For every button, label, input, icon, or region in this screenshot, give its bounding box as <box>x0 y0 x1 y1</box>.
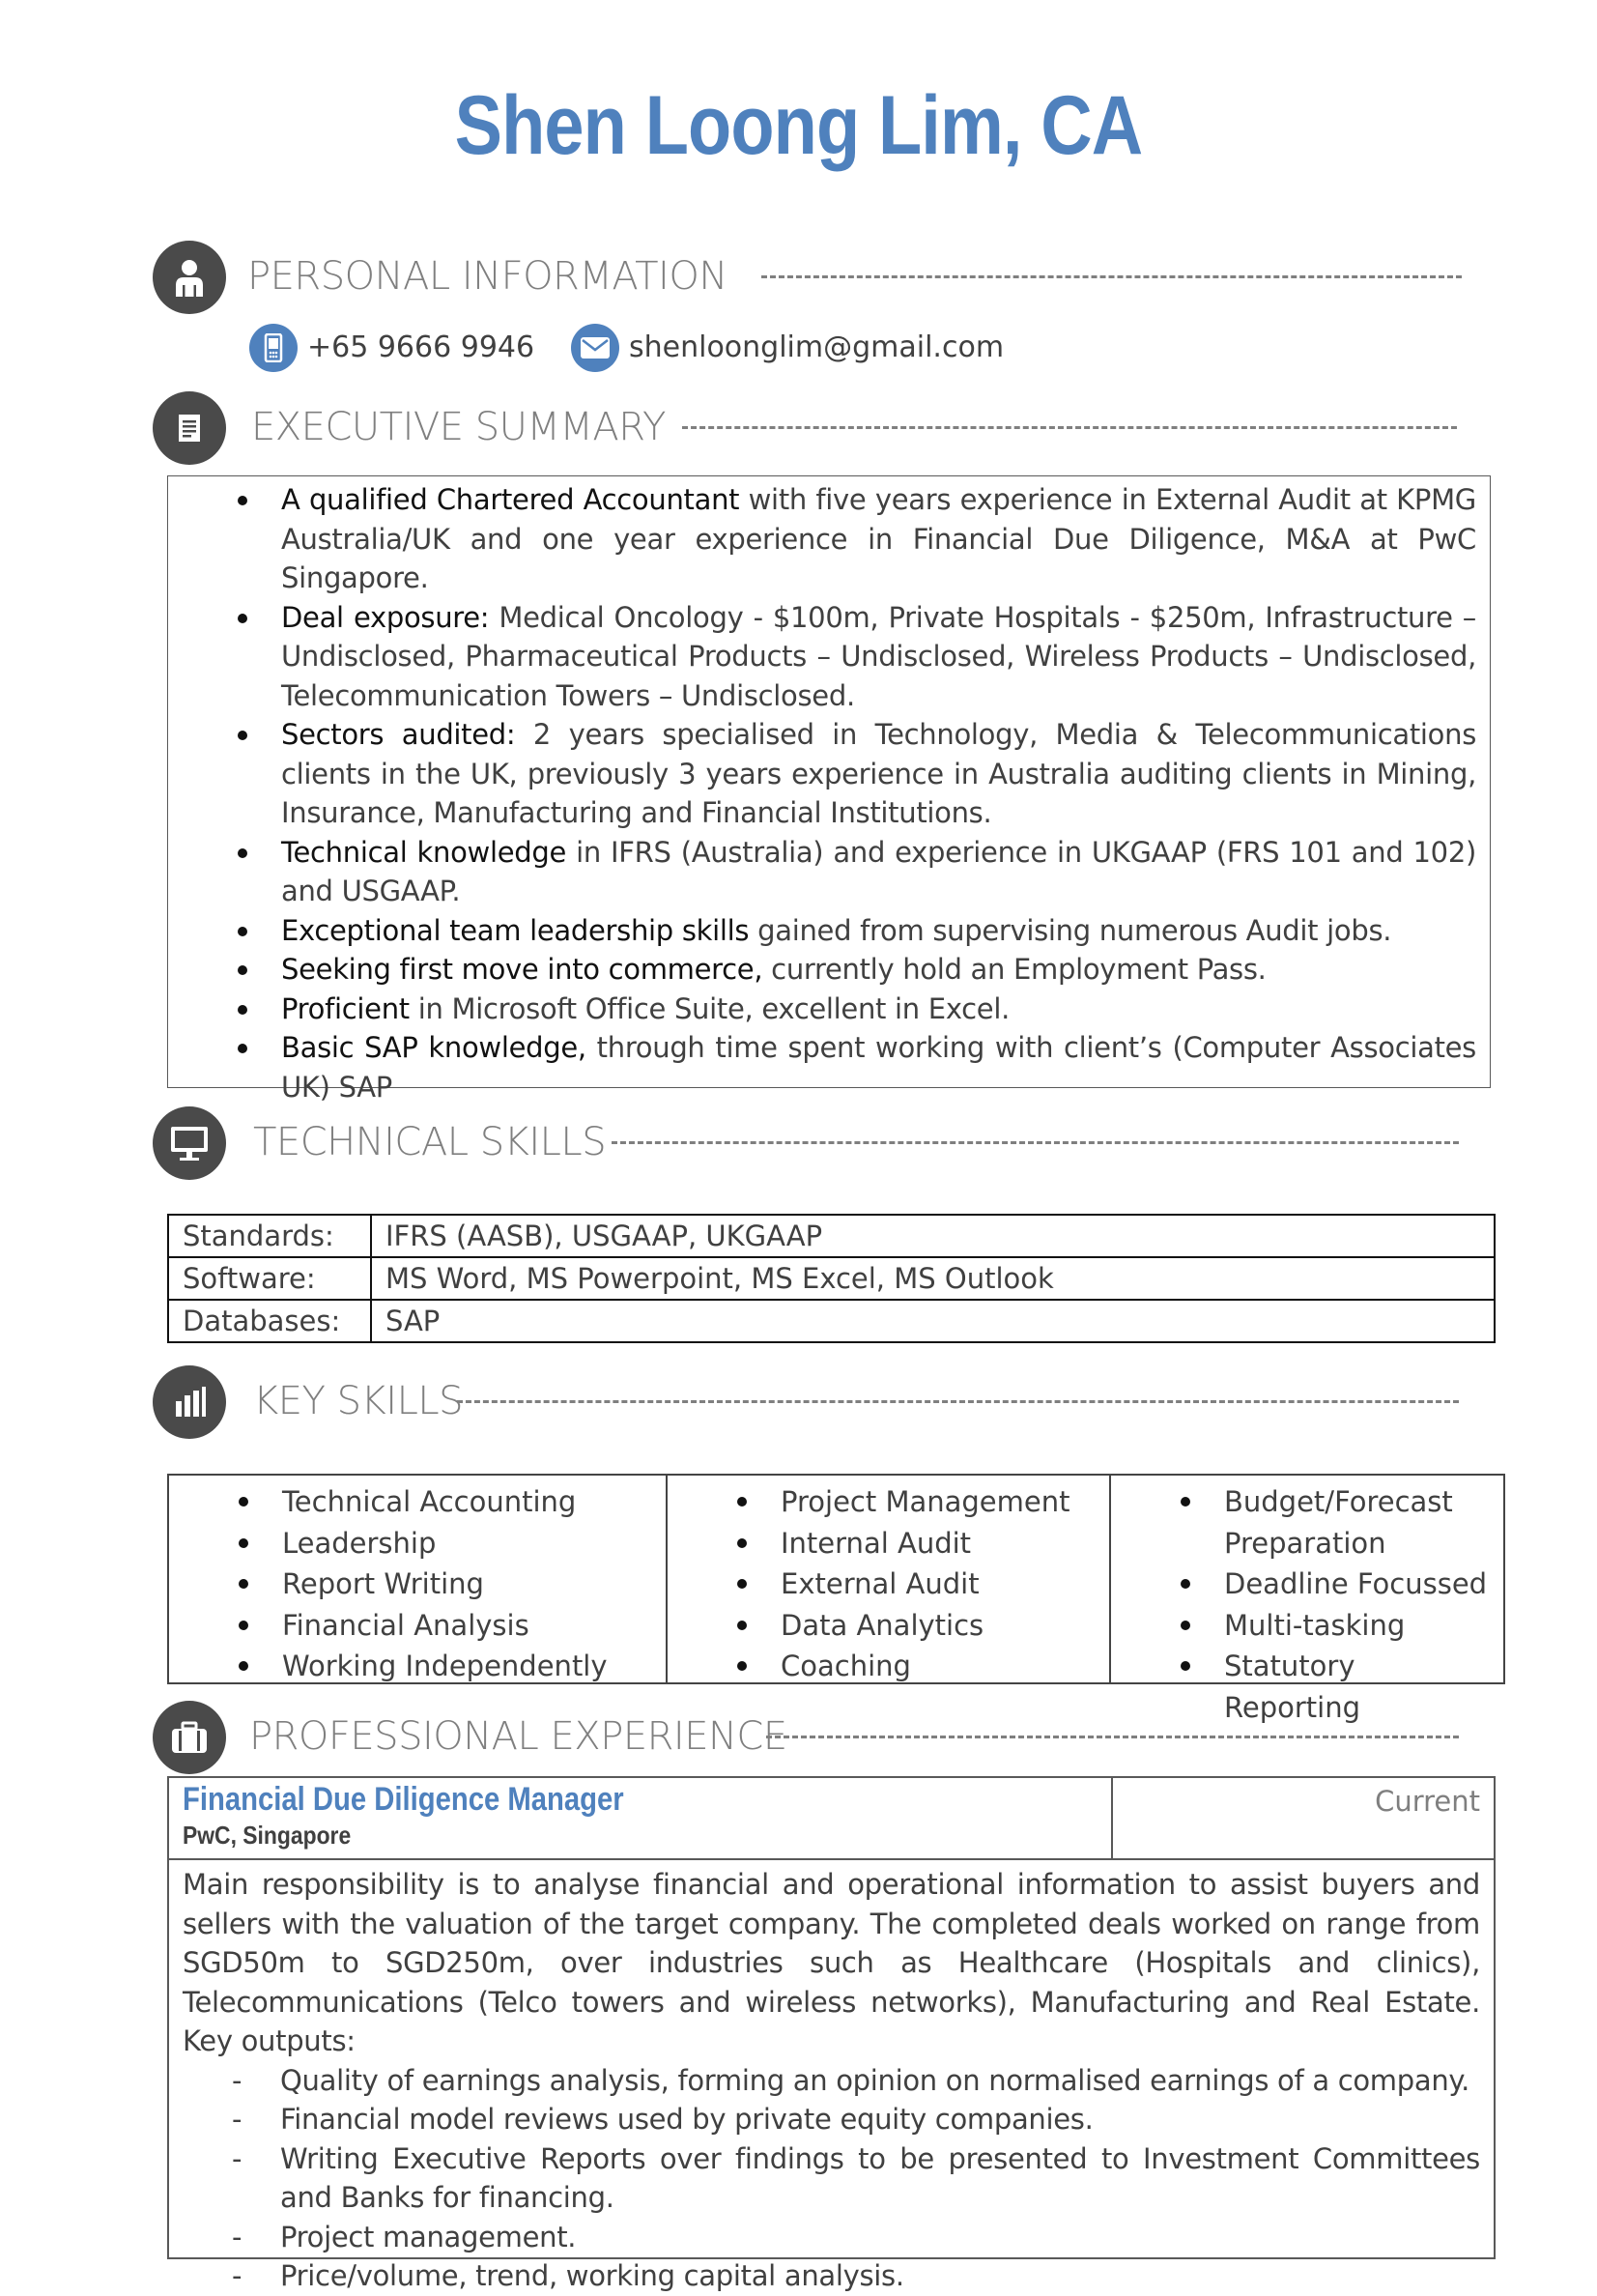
list-item: Deadline Focussed <box>1224 1564 1494 1605</box>
header-divider <box>1111 1778 1113 1858</box>
list-item: Project Management <box>781 1481 1109 1523</box>
list-item: Statutory Reporting <box>1224 1646 1494 1728</box>
skill-values: MS Word, MS Powerpoint, MS Excel, MS Outlook <box>371 1257 1495 1300</box>
list-item: Working Independently <box>282 1646 666 1687</box>
section-divider <box>612 1141 1459 1144</box>
skill-values: IFRS (AASB), USGAAP, UKGAAP <box>371 1215 1495 1257</box>
skill-values: SAP <box>371 1300 1495 1342</box>
summary-item: Sectors audited: 2 years specialised in Technology, Media & Telecommunications clients in the UK, previously 3 years experience in Australia auditing clients in Mining, Insurance, Manufacturing and Financial Institutions. <box>281 715 1476 833</box>
experience-entry-header <box>169 1778 1494 1860</box>
section-title: TECHNICAL SKILLS <box>253 1120 607 1164</box>
technical-skills-header <box>153 1106 1457 1180</box>
section-divider <box>766 1736 1459 1738</box>
email-address[interactable]: shenloonglim@gmail.com <box>629 330 1005 364</box>
section-title: KEY SKILLS <box>253 1379 464 1423</box>
summary-item: A qualified Chartered Accountant with five years experience in External Audit at KPMG Australia/UK and one year experience in Financial Due Diligence, M&A at PwC Singapore. <box>281 480 1476 598</box>
candidate-name: Shen Loong Lim, CA <box>454 79 1143 172</box>
executive-summary-box <box>167 475 1491 1104</box>
section-title: PROFESSIONAL EXPERIENCE <box>249 1714 787 1759</box>
list-item: Report Writing <box>282 1564 666 1605</box>
section-title: EXECUTIVE SUMMARY <box>251 405 666 449</box>
summary-item: Deal exposure: Medical Oncology - $100m, Private Hospitals - $250m, Infrastructure – Undisclosed, Pharmaceutical Products – Undisclosed, Wireless Products – Undisclosed, Telecommunication Towers – Undisclosed. <box>281 598 1476 716</box>
list-item: - Price/volume, trend, working capital analysis. <box>280 2256 1480 2296</box>
email-contact <box>571 324 1004 372</box>
list-item: Budget/Forecast Preparation <box>1224 1481 1494 1564</box>
skill-category: Software: <box>168 1257 371 1300</box>
summary-item: Seeking first move into commerce, currently hold an Employment Pass. <box>281 950 1476 990</box>
list-item: External Audit <box>781 1564 1109 1605</box>
section-divider <box>682 426 1457 429</box>
employment-period: Current <box>1375 1785 1480 1818</box>
section-divider <box>457 1400 1459 1403</box>
technical-skills-table <box>167 1214 1496 1343</box>
company-name: PwC, Singapore <box>183 1821 352 1850</box>
section-title: PERSONAL INFORMATION <box>247 254 727 299</box>
briefcase-icon <box>153 1701 226 1774</box>
summary-item: Exceptional team leadership skills gained from supervising numerous Audit jobs. <box>281 911 1476 951</box>
experience-entry <box>167 1776 1496 2292</box>
table-row <box>168 1300 1495 1342</box>
job-title: Financial Due Diligence Manager <box>183 1781 624 1818</box>
skill-category: Standards: <box>168 1215 371 1257</box>
document-icon <box>153 391 226 465</box>
summary-list <box>281 480 1476 1106</box>
key-skills-column <box>666 1476 1109 1682</box>
professional-experience-header <box>153 1701 1457 1774</box>
list-item: Technical Accounting <box>282 1481 666 1523</box>
table-row <box>168 1215 1495 1257</box>
executive-summary-header <box>153 391 1457 465</box>
mobile-phone-icon <box>249 324 298 372</box>
summary-item: Proficient in Microsoft Office Suite, excellent in Excel. <box>281 990 1476 1029</box>
key-skills-header <box>153 1365 1457 1439</box>
key-outputs-list <box>183 2061 1480 2296</box>
list-item: Data Analytics <box>781 1605 1109 1647</box>
list-item: - Writing Executive Reports over findings to be presented to Investment Committees and Banks for financing. <box>280 2139 1480 2218</box>
list-item: Multi-tasking <box>1224 1605 1494 1647</box>
section-divider <box>761 275 1462 278</box>
list-item: Internal Audit <box>781 1523 1109 1564</box>
personal-information-header <box>153 241 1457 314</box>
list-item: Financial Analysis <box>282 1605 666 1647</box>
person-icon <box>153 241 226 314</box>
phone-contact <box>249 324 534 372</box>
phone-number: +65 9666 9946 <box>307 330 535 364</box>
list-item: - Quality of earnings analysis, forming an opinion on normalised earnings of a company. <box>280 2061 1480 2101</box>
list-item: Coaching <box>781 1646 1109 1687</box>
monitor-icon <box>153 1106 226 1180</box>
experience-body <box>183 1865 1480 2296</box>
summary-item: Basic SAP knowledge, through time spent working with client’s (Computer Associates UK) SAP <box>281 1028 1476 1106</box>
bar-chart-icon <box>153 1365 226 1439</box>
envelope-icon <box>571 324 619 372</box>
table-row <box>168 1257 1495 1300</box>
skill-category: Databases: <box>168 1300 371 1342</box>
key-skills-column <box>169 1476 666 1682</box>
summary-item: Technical knowledge in IFRS (Australia) and experience in UKGAAP (FRS 101 and 102) and USGAAP. <box>281 833 1476 911</box>
key-skills-column <box>1109 1476 1503 1724</box>
list-item: - Financial model reviews used by private equity companies. <box>280 2100 1480 2139</box>
list-item: - Project management. <box>280 2218 1480 2257</box>
job-description: Main responsibility is to analyse financial and operational information to assist buyers and sellers with the valuation of the target company. The completed deals worked on range from SGD50m to SGD250m, over industries such as Healthcare (Hospitals and clinics), Telecommunications (Telco towers and wireless networks), Manufacturing and Real Estate. Key outputs: <box>183 1868 1480 2057</box>
key-skills-grid <box>167 1474 1505 1724</box>
list-item: Leadership <box>282 1523 666 1564</box>
